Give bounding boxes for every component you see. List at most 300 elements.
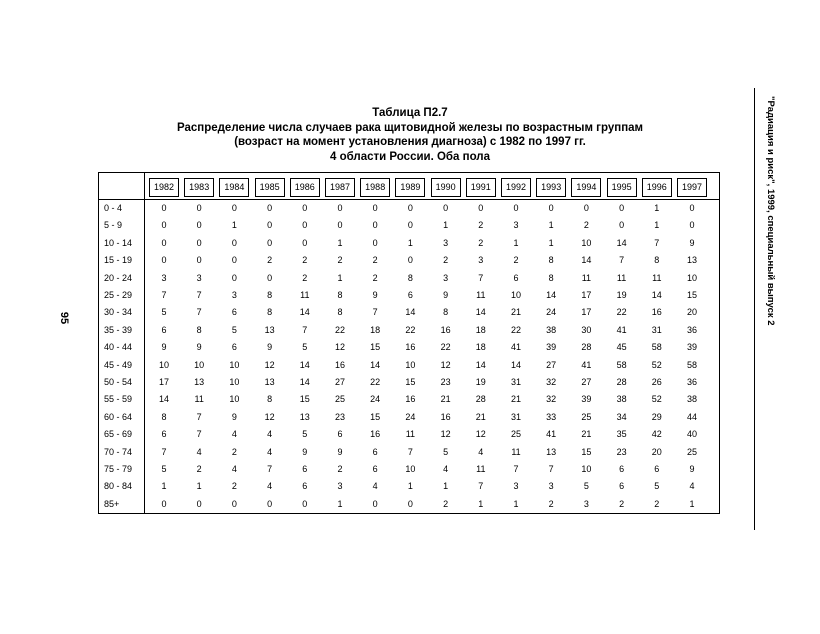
age-group-label: 35 - 39 xyxy=(104,324,133,335)
table-cell: 2 xyxy=(196,464,202,474)
table-cell: 7 xyxy=(407,446,413,457)
table-cell: 2 xyxy=(583,220,589,231)
year-header-cell: 1986 xyxy=(290,178,320,197)
table-cell: 0 xyxy=(231,203,237,213)
table-cell: 21 xyxy=(510,307,521,318)
table-cell: 7 xyxy=(196,429,202,440)
table-cell: 15 xyxy=(370,411,381,422)
table-cell: 27 xyxy=(546,359,557,370)
table-cell: 15 xyxy=(686,290,697,300)
table-body xyxy=(99,200,719,513)
table-cell: 1 xyxy=(443,220,449,231)
table-cell: 6 xyxy=(513,272,519,283)
table-cell: 17 xyxy=(581,290,592,300)
table-cell: 39 xyxy=(686,342,697,353)
age-group-label: 60 - 64 xyxy=(104,411,133,422)
table-cell: 2 xyxy=(372,272,378,283)
table-cell: 8 xyxy=(407,272,413,283)
table-cell: 42 xyxy=(651,429,662,440)
table-cell: 21 xyxy=(510,394,521,405)
year-header-cell: 1995 xyxy=(607,178,637,197)
table-cell: 11 xyxy=(652,272,662,283)
table-cell: 13 xyxy=(686,255,697,266)
table-cell: 7 xyxy=(267,464,273,474)
table-cell: 0 xyxy=(407,203,413,213)
table-cell: 14 xyxy=(475,307,486,318)
table-cell: 13 xyxy=(194,377,205,387)
table-cell: 5 xyxy=(302,429,308,440)
table-row xyxy=(99,496,719,513)
table-cell: 22 xyxy=(405,324,416,335)
table-cell: 2 xyxy=(443,498,449,509)
table-cell: 10 xyxy=(581,237,592,248)
table-cell: 6 xyxy=(407,290,413,300)
table-cell: 12 xyxy=(334,342,345,353)
table-cell: 8 xyxy=(267,394,273,405)
table-cell: 26 xyxy=(651,377,662,387)
table-cell: 10 xyxy=(686,272,697,283)
table-cell: 0 xyxy=(231,272,237,283)
table-cell: 0 xyxy=(689,203,695,213)
table-cell: 1 xyxy=(548,237,554,248)
table-cell: 22 xyxy=(510,324,521,335)
page-number: 95 xyxy=(58,311,71,325)
table-cell: 5 xyxy=(161,307,167,318)
table-cell: 4 xyxy=(372,481,378,492)
table-cell: 14 xyxy=(616,237,627,248)
age-group-label: 80 - 84 xyxy=(104,481,133,492)
table-cell: 58 xyxy=(651,342,662,353)
table-cell: 1 xyxy=(161,481,167,492)
table-cell: 4 xyxy=(231,429,237,440)
table-cell: 0 xyxy=(513,203,519,213)
table-row xyxy=(99,409,719,426)
table-cell: 36 xyxy=(686,324,697,335)
table-row xyxy=(99,287,719,304)
table-cell: 14 xyxy=(158,394,169,405)
table-cell: 41 xyxy=(546,429,557,440)
table-cell: 4 xyxy=(443,464,449,474)
table-cell: 3 xyxy=(196,272,202,283)
table-cell: 0 xyxy=(302,498,308,509)
table-row xyxy=(99,252,719,269)
table-cell: 2 xyxy=(231,481,237,492)
age-group-label: 10 - 14 xyxy=(104,237,133,248)
age-group-label: 15 - 19 xyxy=(104,255,133,266)
table-cell: 16 xyxy=(405,342,416,353)
table-cell: 4 xyxy=(478,446,484,457)
table-cell: 0 xyxy=(548,203,554,213)
table-cell: 0 xyxy=(583,203,589,213)
table-cell: 6 xyxy=(619,481,625,492)
table-cell: 1 xyxy=(548,220,554,231)
table-row xyxy=(99,444,719,461)
table-cell: 0 xyxy=(196,237,202,248)
table-cell: 2 xyxy=(267,255,273,266)
table-cell: 3 xyxy=(443,237,449,248)
table-cell: 13 xyxy=(264,324,275,335)
table-cell: 15 xyxy=(405,377,416,387)
table-cell: 8 xyxy=(548,272,554,283)
table-cell: 3 xyxy=(478,255,484,266)
age-group-label: 20 - 24 xyxy=(104,272,133,283)
table-cell: 4 xyxy=(267,446,273,457)
table-cell: 4 xyxy=(689,481,695,492)
table-cell: 20 xyxy=(651,446,662,457)
table-cell: 2 xyxy=(478,237,484,248)
table-cell: 17 xyxy=(581,307,592,318)
year-header-cell: 1993 xyxy=(536,178,566,197)
table-cell: 7 xyxy=(196,411,202,422)
table-cell: 6 xyxy=(619,464,625,474)
table-cell: 16 xyxy=(334,359,345,370)
table-cell: 6 xyxy=(337,429,343,440)
table-cell: 1 xyxy=(407,237,413,248)
table-cell: 3 xyxy=(513,220,519,231)
table-cell: 0 xyxy=(407,498,413,509)
table-cell: 0 xyxy=(443,203,449,213)
table-row xyxy=(99,461,719,478)
table-cell: 2 xyxy=(619,498,625,509)
age-group-label: 40 - 44 xyxy=(104,342,133,353)
table-cell: 10 xyxy=(405,464,416,474)
table-cell: 8 xyxy=(443,307,449,318)
table-cell: 6 xyxy=(302,464,308,474)
table-cell: 1 xyxy=(654,220,660,231)
table-cell: 14 xyxy=(299,307,310,318)
year-header-cell: 1982 xyxy=(149,178,179,197)
table-cell: 39 xyxy=(581,394,592,405)
table-cell: 24 xyxy=(546,307,557,318)
table-cell: 41 xyxy=(581,359,592,370)
table-cell: 0 xyxy=(196,255,202,266)
table-cell: 7 xyxy=(548,464,554,474)
table-cell: 28 xyxy=(475,394,486,405)
table-cell: 2 xyxy=(478,220,484,231)
year-header-cell: 1987 xyxy=(325,178,355,197)
table-cell: 28 xyxy=(581,342,592,353)
table-cell: 1 xyxy=(654,203,660,213)
table-cell: 2 xyxy=(302,272,308,283)
table-cell: 31 xyxy=(651,324,662,335)
table-cell: 21 xyxy=(475,411,486,422)
table-cell: 10 xyxy=(405,359,416,370)
table-cell: 23 xyxy=(616,446,627,457)
table-cell: 23 xyxy=(334,411,345,422)
table-cell: 41 xyxy=(510,342,521,353)
table-cell: 11 xyxy=(194,394,204,405)
table-cell: 0 xyxy=(161,220,167,231)
table-cell: 31 xyxy=(510,377,521,387)
table-cell: 44 xyxy=(686,411,697,422)
table-cell: 11 xyxy=(405,429,416,440)
table-cell: 25 xyxy=(581,411,592,422)
table-cell: 6 xyxy=(231,307,237,318)
table-cell: 8 xyxy=(654,255,660,266)
table-caption-line-2: (возраст на момент установления диагноза) с 1982 по 1997 гг. xyxy=(234,136,586,148)
year-header-cell: 1984 xyxy=(219,178,249,197)
table-cell: 18 xyxy=(475,342,486,353)
table-cell: 3 xyxy=(231,290,237,300)
table-cell: 16 xyxy=(440,411,451,422)
table-cell: 14 xyxy=(651,290,662,300)
table-cell: 10 xyxy=(158,359,169,370)
table-cell: 1 xyxy=(513,237,519,248)
age-group-label: 70 - 74 xyxy=(104,446,133,457)
table-cell: 19 xyxy=(475,377,486,387)
table-cell: 8 xyxy=(267,307,273,318)
table-cell: 12 xyxy=(264,359,275,370)
table-cell: 3 xyxy=(443,272,449,283)
table-cell: 7 xyxy=(478,481,484,492)
table-cell: 2 xyxy=(548,498,554,509)
table-cell: 0 xyxy=(196,203,202,213)
table-cell: 1 xyxy=(443,481,449,492)
table-cell: 0 xyxy=(267,220,273,231)
table-cell: 27 xyxy=(581,377,592,387)
table-cell: 41 xyxy=(616,324,627,335)
table-cell: 24 xyxy=(370,394,381,405)
table-cell: 13 xyxy=(299,411,310,422)
table-cell: 3 xyxy=(513,481,519,492)
table-cell: 0 xyxy=(619,203,625,213)
table-cell: 0 xyxy=(478,203,484,213)
table-cell: 7 xyxy=(196,307,202,318)
table-cell: 0 xyxy=(161,498,167,509)
table-cell: 32 xyxy=(546,377,557,387)
table-cell: 6 xyxy=(231,342,237,353)
table-cell: 58 xyxy=(616,359,627,370)
table-row xyxy=(99,270,719,287)
table-header-corner xyxy=(99,173,145,199)
table-cell: 1 xyxy=(337,237,343,248)
table-header-row xyxy=(99,173,719,200)
table-cell: 31 xyxy=(510,411,521,422)
table-cell: 11 xyxy=(476,464,486,474)
table-cell: 2 xyxy=(337,464,343,474)
table-cell: 7 xyxy=(372,307,378,318)
table-cell: 3 xyxy=(161,272,167,283)
table-cell: 5 xyxy=(302,342,308,353)
table-cell: 0 xyxy=(337,203,343,213)
table-cell: 0 xyxy=(372,220,378,231)
table-cell: 2 xyxy=(513,255,519,266)
table-row xyxy=(99,357,719,374)
table-cell: 1 xyxy=(337,498,343,509)
table-title-block xyxy=(100,106,720,164)
table-cell: 14 xyxy=(299,377,310,387)
age-group-label: 30 - 34 xyxy=(104,307,133,318)
table-cell: 9 xyxy=(689,237,695,248)
table-cell: 7 xyxy=(161,290,167,300)
table-cell: 0 xyxy=(619,220,625,231)
table-cell: 0 xyxy=(196,498,202,509)
age-group-label: 50 - 54 xyxy=(104,377,133,387)
table-cell: 11 xyxy=(616,272,627,283)
table-cell: 2 xyxy=(654,498,660,509)
table-cell: 17 xyxy=(158,377,169,387)
table-cell: 9 xyxy=(302,446,308,457)
table-cell: 13 xyxy=(546,446,557,457)
table-cell: 38 xyxy=(686,394,697,405)
table-cell: 6 xyxy=(161,324,167,335)
table-row xyxy=(99,217,719,234)
year-header-cell: 1992 xyxy=(501,178,531,197)
table-cell: 11 xyxy=(476,290,486,300)
table-cell: 9 xyxy=(231,411,237,422)
table-cell: 7 xyxy=(619,255,625,266)
table-cell: 15 xyxy=(299,394,310,405)
table-cell: 7 xyxy=(654,237,660,248)
table-cell: 0 xyxy=(302,203,308,213)
table-row xyxy=(99,235,719,252)
table-cell: 4 xyxy=(267,481,273,492)
table-cell: 5 xyxy=(583,481,589,492)
table-cell: 0 xyxy=(372,237,378,248)
table-cell: 9 xyxy=(689,464,695,474)
age-group-label: 25 - 29 xyxy=(104,290,133,300)
table-cell: 4 xyxy=(267,429,273,440)
table-row xyxy=(99,322,719,339)
table-caption-line-1: Распределение числа случаев рака щитовидной железы по возрастным группам xyxy=(176,121,644,134)
table-cell: 32 xyxy=(546,394,557,405)
year-header-cell: 1985 xyxy=(255,178,285,197)
table-cell: 8 xyxy=(196,324,202,335)
table-cell: 23 xyxy=(440,377,451,387)
year-header-cell: 1983 xyxy=(184,178,214,197)
table-cell: 12 xyxy=(440,429,451,440)
table-cell: 16 xyxy=(651,307,662,318)
table-cell: 1 xyxy=(407,481,413,492)
table-cell: 28 xyxy=(616,377,627,387)
table-cell: 14 xyxy=(405,307,416,318)
table-cell: 8 xyxy=(337,307,343,318)
table-cell: 9 xyxy=(161,342,167,353)
table-cell: 45 xyxy=(616,342,627,353)
table-cell: 52 xyxy=(651,394,662,405)
table-cell: 7 xyxy=(302,324,308,335)
table-cell: 12 xyxy=(440,359,451,370)
table-cell: 22 xyxy=(616,307,627,318)
table-cell: 14 xyxy=(546,290,557,300)
table-cell: 52 xyxy=(651,359,662,370)
table-cell: 39 xyxy=(546,342,557,353)
table-cell: 1 xyxy=(196,481,202,492)
table-cell: 0 xyxy=(372,203,378,213)
table-cell: 35 xyxy=(616,429,627,440)
table-cell: 25 xyxy=(334,394,345,405)
table-cell: 1 xyxy=(513,498,519,509)
table-cell: 29 xyxy=(651,411,662,422)
table-cell: 25 xyxy=(686,446,697,457)
table-cell: 16 xyxy=(370,429,381,440)
age-group-label: 65 - 69 xyxy=(104,429,133,440)
table-cell: 14 xyxy=(510,359,521,370)
table-cell: 24 xyxy=(405,411,416,422)
table-cell: 9 xyxy=(337,446,343,457)
table-cell: 6 xyxy=(654,464,660,474)
age-group-label: 55 - 59 xyxy=(104,394,133,405)
table-cell: 21 xyxy=(581,429,592,440)
table-cell: 22 xyxy=(440,342,451,353)
table-cell: 20 xyxy=(686,307,697,318)
year-header-cell: 1991 xyxy=(466,178,496,197)
table-cell: 2 xyxy=(302,255,308,266)
age-group-label: 85+ xyxy=(104,498,120,509)
table-cell: 0 xyxy=(267,237,273,248)
table-cell: 6 xyxy=(372,446,378,457)
table-cell: 16 xyxy=(405,394,416,405)
age-group-label: 0 - 4 xyxy=(104,203,123,213)
table-cell: 0 xyxy=(161,237,167,248)
table-cell: 11 xyxy=(511,446,521,457)
table-cell: 0 xyxy=(407,220,413,231)
table-cell: 4 xyxy=(231,464,237,474)
table-cell: 13 xyxy=(264,377,275,387)
year-header-cell: 1989 xyxy=(395,178,425,197)
table-cell: 0 xyxy=(302,237,308,248)
table-cell: 7 xyxy=(478,272,484,283)
age-group-label: 75 - 79 xyxy=(104,464,133,474)
table-cell: 0 xyxy=(267,498,273,509)
year-header-cell: 1994 xyxy=(571,178,601,197)
table-cell: 7 xyxy=(196,290,202,300)
table-cell: 10 xyxy=(229,394,240,405)
data-table xyxy=(98,172,720,514)
table-cell: 19 xyxy=(616,290,627,300)
age-group-label: 45 - 49 xyxy=(104,359,133,370)
table-cell: 8 xyxy=(161,411,167,422)
year-header-cell: 1997 xyxy=(677,178,707,197)
table-cell: 1 xyxy=(337,272,343,283)
table-cell: 0 xyxy=(372,498,378,509)
table-cell: 36 xyxy=(686,377,697,387)
table-cell: 27 xyxy=(334,377,345,387)
table-cell: 9 xyxy=(196,342,202,353)
table-cell: 12 xyxy=(475,429,486,440)
table-caption-line-3: 4 области России. Оба пола xyxy=(329,150,491,163)
table-cell: 7 xyxy=(161,446,167,457)
table-row xyxy=(99,339,719,356)
table-number: Таблица П2.7 xyxy=(372,107,448,119)
table-cell: 11 xyxy=(300,290,310,300)
table-cell: 6 xyxy=(161,429,167,440)
table-row xyxy=(99,374,719,391)
table-cell: 4 xyxy=(196,446,202,457)
table-cell: 14 xyxy=(370,359,381,370)
table-cell: 14 xyxy=(475,359,486,370)
table-row xyxy=(99,200,719,217)
table-cell: 8 xyxy=(267,290,273,300)
table-cell: 12 xyxy=(264,411,275,422)
table-cell: 34 xyxy=(616,411,627,422)
table-cell: 5 xyxy=(161,464,167,474)
table-cell: 7 xyxy=(513,464,519,474)
table-cell: 0 xyxy=(231,255,237,266)
age-group-label: 5 - 9 xyxy=(104,220,123,231)
table-cell: 10 xyxy=(510,290,521,300)
table-cell: 58 xyxy=(686,359,697,370)
table-cell: 1 xyxy=(231,220,237,231)
table-cell: 3 xyxy=(583,498,589,509)
table-cell: 5 xyxy=(443,446,449,457)
table-cell: 33 xyxy=(546,411,557,422)
table-cell: 3 xyxy=(548,481,554,492)
journal-running-header: "Радиация и риск", 1999, специальный выпуск 2 xyxy=(765,96,776,326)
table-row xyxy=(99,391,719,408)
table-cell: 38 xyxy=(546,324,557,335)
table-cell: 1 xyxy=(689,498,695,509)
